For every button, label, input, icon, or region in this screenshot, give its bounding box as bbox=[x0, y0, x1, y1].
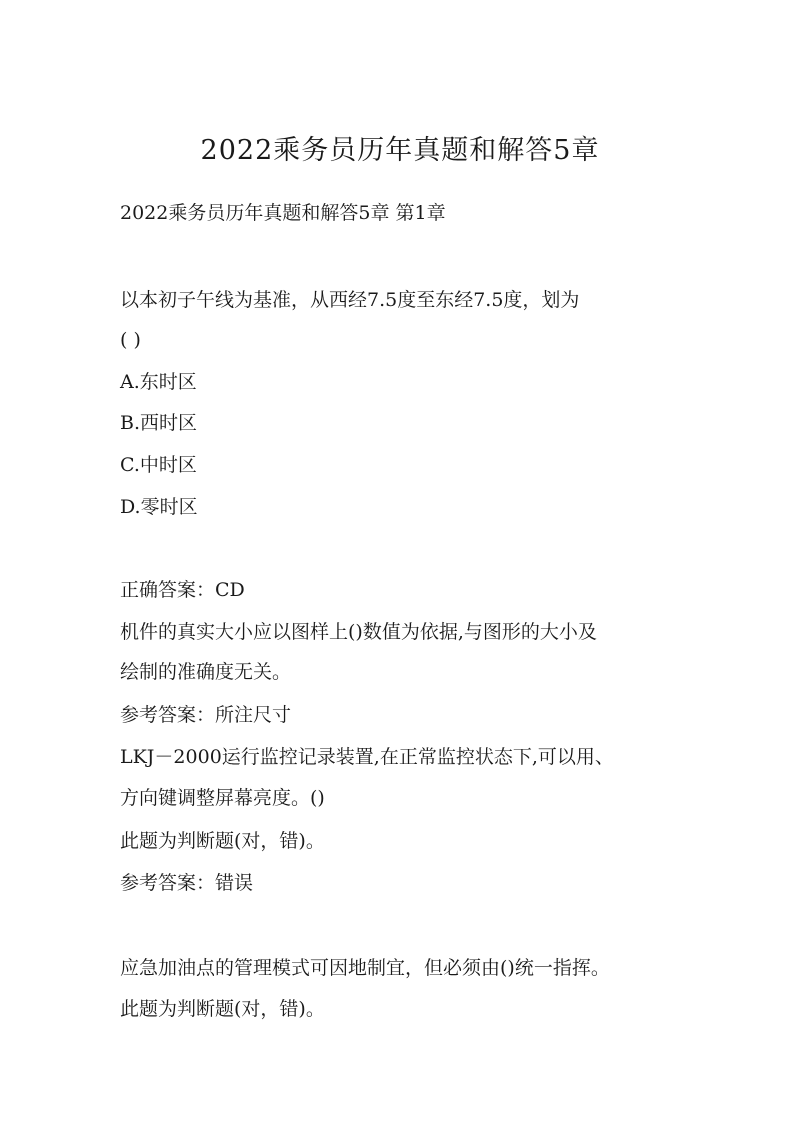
question-1-answer: 正确答案：CD bbox=[120, 579, 245, 601]
question-1-stem-line-1: 以本初子午线为基准，从西经7.5度至东经7.5度，划为 bbox=[120, 289, 580, 311]
question-2-stem-line-1: 机件的真实大小应以图样上()数值为依据,与图形的大小及 bbox=[120, 621, 597, 643]
question-3-answer: 参考答案：错误 bbox=[120, 872, 254, 894]
question-1-option-c: C.中时区 bbox=[120, 454, 197, 476]
question-3-stem-line-2: 方向键调整屏幕亮度。() bbox=[120, 787, 325, 809]
question-1-stem-line-2: ( ) bbox=[120, 329, 141, 351]
chapter-subtitle: 2022乘务员历年真题和解答5章 第1章 bbox=[120, 202, 446, 224]
document-title: 2022乘务员历年真题和解答5章 bbox=[200, 135, 600, 166]
question-2-answer: 参考答案：所注尺寸 bbox=[120, 704, 292, 726]
question-3-stem-line-1: LKJ－2000运行监控记录装置,在正常监控状态下,可以用、 bbox=[120, 746, 614, 768]
question-4-type-note: 此题为判断题(对，错)。 bbox=[120, 998, 325, 1020]
question-1-option-a: A.东时区 bbox=[120, 371, 197, 393]
question-1-option-d: D.零时区 bbox=[120, 496, 198, 518]
question-2-stem-line-2: 绘制的准确度无关。 bbox=[120, 661, 292, 683]
question-1-option-b: B.西时区 bbox=[120, 412, 198, 434]
question-3-type-note: 此题为判断题(对，错)。 bbox=[120, 830, 325, 852]
question-4-stem-line-1: 应急加油点的管理模式可因地制宜，但必须由()统一指挥。 bbox=[120, 957, 610, 979]
